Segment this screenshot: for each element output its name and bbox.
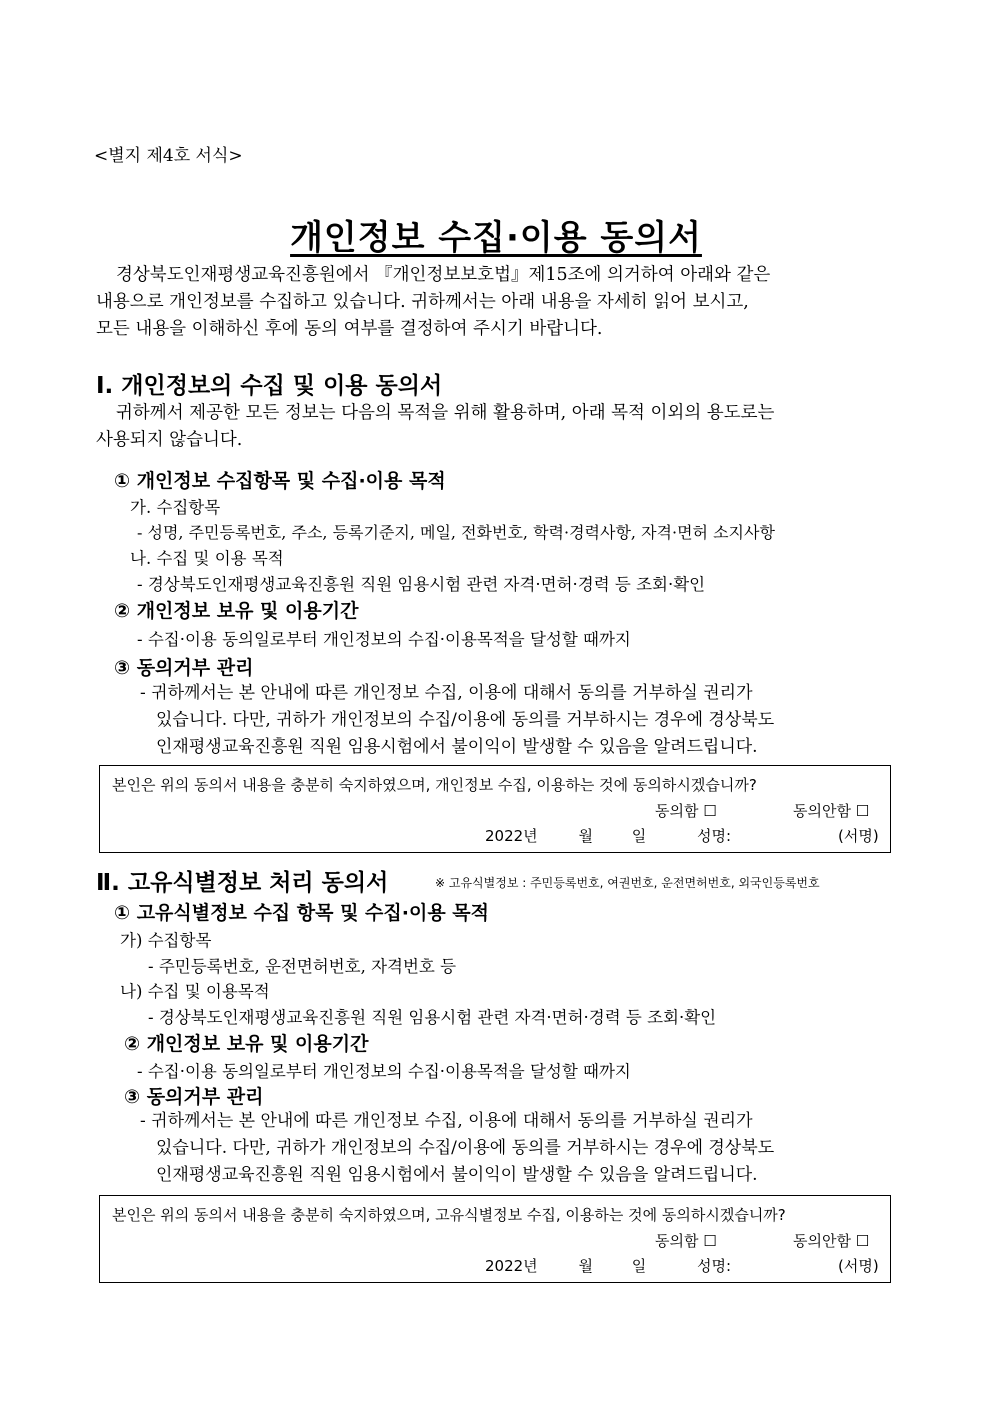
form-number: <별지 제4호 서식>	[94, 146, 243, 166]
section2-item1-a-detail: - 주민등록번호, 운전면허번호, 자격번호 등	[148, 957, 457, 976]
section2-note: ※ 고유식별정보 : 주민등록번호, 여권번호, 운전면허번호, 외국인등록번호	[435, 876, 820, 890]
signature-field[interactable]: (서명)	[838, 827, 879, 845]
agree-checkbox[interactable]: 동의함 ☐	[655, 1232, 717, 1250]
section2-item1-a: 가) 수집항목	[120, 931, 212, 950]
section2-item1-b: 나) 수집 및 이용목적	[120, 982, 270, 1001]
section1-item1-title: ① 개인정보 수집항목 및 수집·이용 목적	[114, 470, 446, 492]
section2-item2-title: ② 개인정보 보유 및 이용기간	[124, 1033, 369, 1055]
consent-date-line	[485, 825, 731, 846]
section1-item2-detail: - 수집·이용 동의일로부터 개인정보의 수집·이용목적을 달성할 때까지	[137, 630, 631, 649]
section1-heading: Ⅰ. 개인정보의 수집 및 이용 동의서	[96, 373, 443, 399]
disagree-checkbox[interactable]: 동의안함 ☐	[793, 802, 870, 820]
section1-item1-b: 나. 수집 및 이용 목적	[130, 549, 284, 568]
intro-line: 모든 내용을 이해하신 후에 동의 여부를 결정하여 주시기 바랍니다.	[96, 319, 603, 339]
section1-item1-b-detail: - 경상북도인재평생교육진흥원 직원 임용시험 관련 자격·면허·경력 등 조회·확인	[137, 575, 706, 594]
section1-desc-line: 사용되지 않습니다.	[96, 430, 243, 450]
section2-item3-detail	[140, 1108, 897, 1189]
intro-line: 경상북도인재평생교육진흥원에서 『개인정보보호법』제15조에 의거하여 아래와 같은	[116, 265, 771, 285]
section1-item3-line: - 귀하께서는 본 안내에 따른 개인정보 수집, 이용에 대해서 동의를 거부하실 권리가	[140, 683, 753, 703]
section1-item3-line: 인재평생교육진흥원 직원 임용시험에서 불이익이 발생할 수 있음을 알려드립니다.	[156, 737, 758, 757]
section1-item3-line: 있습니다. 다만, 귀하가 개인정보의 수집/이용에 동의를 거부하시는 경우에 경상북도	[156, 710, 775, 730]
document-title: 개인정보 수집·이용 동의서	[290, 218, 702, 258]
date-day: 일	[631, 827, 647, 845]
disagree-checkbox[interactable]: 동의안함 ☐	[793, 1232, 870, 1250]
intro-line: 내용으로 개인정보를 수집하고 있습니다. 귀하께서는 아래 내용을 자세히 읽어 보시고,	[96, 292, 749, 312]
intro-paragraph	[96, 262, 896, 343]
section2-item1-title: ① 고유식별정보 수집 항목 및 수집·이용 목적	[114, 902, 490, 924]
section1-item3-title: ③ 동의거부 관리	[114, 657, 254, 679]
section2-consent-box	[99, 1195, 891, 1283]
signature-field[interactable]: (서명)	[838, 1257, 879, 1275]
consent-date-line	[485, 1255, 731, 1276]
section2-item3-line: 인재평생교육진흥원 직원 임용시험에서 불이익이 발생할 수 있음을 알려드립니다.	[156, 1165, 758, 1185]
section2-item3-title: ③ 동의거부 관리	[124, 1086, 264, 1108]
section2-item1-b-detail: - 경상북도인재평생교육진흥원 직원 임용시험 관련 자격·면허·경력 등 조회·확인	[148, 1008, 717, 1027]
date-year: 2022년	[485, 827, 538, 845]
section1-item1-a-detail: - 성명, 주민등록번호, 주소, 등록기준지, 메일, 전화번호, 학력·경력사항, 자격·면허 소지사항	[137, 523, 775, 542]
signature-label: 성명:	[697, 827, 732, 845]
section1-desc-line: 귀하께서 제공한 모든 정보는 다음의 목적을 위해 활용하며, 아래 목적 이외의 용도로는	[116, 403, 775, 423]
consent-question: 본인은 위의 동의서 내용을 충분히 숙지하였으며, 개인정보 수집, 이용하는 것에 동의하시겠습니까?	[112, 776, 757, 794]
section1-item2-title: ② 개인정보 보유 및 이용기간	[114, 600, 359, 622]
date-day: 일	[631, 1257, 647, 1275]
date-month: 월	[578, 1257, 593, 1275]
section1-description	[96, 400, 896, 454]
date-month: 월	[578, 827, 593, 845]
section1-item3-detail	[140, 680, 897, 761]
section1-item1-a: 가. 수집항목	[130, 498, 221, 517]
section1-consent-box	[99, 765, 891, 853]
section2-item3-line: 있습니다. 다만, 귀하가 개인정보의 수집/이용에 동의를 거부하시는 경우에 경상북도	[156, 1138, 775, 1158]
section2-item3-line: - 귀하께서는 본 안내에 따른 개인정보 수집, 이용에 대해서 동의를 거부하실 권리가	[140, 1111, 753, 1131]
section2-heading: Ⅱ. 고유식별정보 처리 동의서	[96, 870, 389, 896]
section2-item2-detail: - 수집·이용 동의일로부터 개인정보의 수집·이용목적을 달성할 때까지	[137, 1062, 631, 1081]
date-year: 2022년	[485, 1257, 538, 1275]
agree-checkbox[interactable]: 동의함 ☐	[655, 802, 717, 820]
signature-label: 성명:	[697, 1257, 732, 1275]
consent-question: 본인은 위의 동의서 내용을 충분히 숙지하였으며, 고유식별정보 수집, 이용하는 것에 동의하시겠습니까?	[112, 1206, 786, 1224]
